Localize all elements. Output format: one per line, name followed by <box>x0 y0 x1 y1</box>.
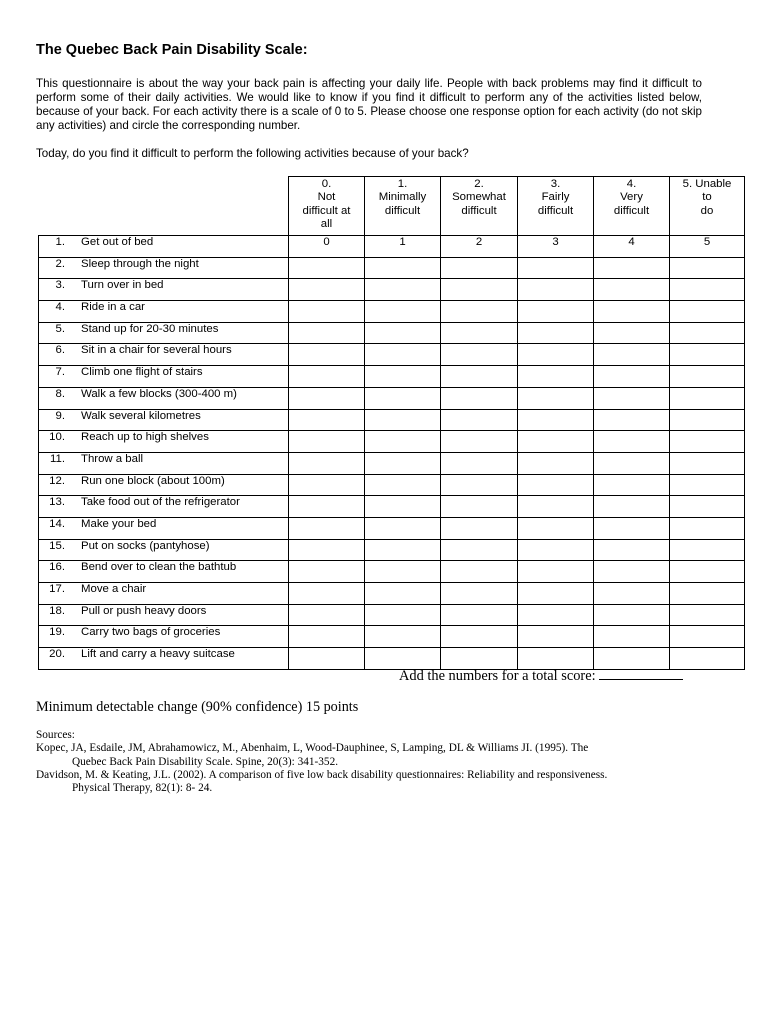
activity-cell <box>39 366 289 388</box>
activity-label: Lift and carry a heavy suitcase <box>81 648 235 661</box>
activity-cell <box>39 561 289 583</box>
score-option-cell[interactable] <box>365 474 441 496</box>
table-row <box>39 561 745 583</box>
score-option-cell[interactable] <box>441 626 518 648</box>
minimum-detectable-change: Minimum detectable change (90% confidence) 15 points <box>36 699 359 715</box>
score-option-cell[interactable] <box>670 561 745 583</box>
scale-header-0-line: 0. <box>321 178 332 190</box>
score-option-cell[interactable] <box>670 322 745 344</box>
score-option-cell[interactable] <box>441 301 518 323</box>
scale-header-4 <box>594 177 670 236</box>
score-option-cell[interactable] <box>518 409 594 431</box>
header-blank-cell <box>39 177 289 236</box>
activity-cell <box>39 431 289 453</box>
score-option-cell[interactable] <box>289 474 365 496</box>
score-option-cell[interactable] <box>289 301 365 323</box>
score-option-cell[interactable] <box>289 387 365 409</box>
score-option-cell[interactable] <box>365 496 441 518</box>
score-option-cell[interactable] <box>594 452 670 474</box>
score-option-cell[interactable] <box>518 539 594 561</box>
score-option-cell[interactable] <box>594 626 670 648</box>
score-option-cell[interactable] <box>518 279 594 301</box>
score-option-cell[interactable] <box>441 583 518 605</box>
score-option-cell[interactable] <box>518 474 594 496</box>
score-option-cell[interactable] <box>594 387 670 409</box>
score-option-cell[interactable] <box>670 301 745 323</box>
score-option-cell[interactable] <box>670 279 745 301</box>
score-option-cell[interactable] <box>365 648 441 670</box>
document-title: The Quebec Back Pain Disability Scale: <box>36 42 308 58</box>
activity-number: 6. <box>55 344 65 357</box>
score-option-cell[interactable] <box>594 517 670 539</box>
activity-number: 8. <box>55 387 65 400</box>
score-option-cell[interactable] <box>518 366 594 388</box>
table-row <box>39 279 745 301</box>
activity-label: Throw a ball <box>81 452 144 465</box>
activity-label: Carry two bags of groceries <box>81 626 221 639</box>
score-option-cell[interactable] <box>289 626 365 648</box>
reference-1-line-2: Quebec Back Pain Disability Scale. Spine, 20(3): 341-352. <box>72 755 339 768</box>
activity-cell <box>39 387 289 409</box>
scale-header-0-line: all <box>320 218 333 231</box>
score-option-cell[interactable] <box>289 279 365 301</box>
score-option-cell[interactable] <box>365 366 441 388</box>
score-option-cell[interactable] <box>289 648 365 670</box>
score-option-cell[interactable] <box>518 344 594 366</box>
score-option-cell[interactable] <box>441 366 518 388</box>
score-option-cell[interactable] <box>518 257 594 279</box>
score-option-cell[interactable] <box>289 452 365 474</box>
score-option-cell[interactable] <box>365 257 441 279</box>
score-option-cell[interactable] <box>670 431 745 453</box>
score-option-cell[interactable] <box>594 431 670 453</box>
score-option-cell[interactable] <box>441 561 518 583</box>
activity-cell <box>39 648 289 670</box>
score-option-cell[interactable] <box>365 539 441 561</box>
activity-cell <box>39 626 289 648</box>
score-option-cell[interactable] <box>594 496 670 518</box>
table-row <box>39 648 745 670</box>
scale-header-0-line: difficult at <box>302 204 351 217</box>
table-row <box>39 344 745 366</box>
score-option-cell[interactable] <box>289 539 365 561</box>
activity-number: 14. <box>49 517 65 530</box>
score-option-cell[interactable] <box>594 583 670 605</box>
score-option-cell[interactable] <box>670 474 745 496</box>
scale-header-0-line: Not <box>317 191 336 204</box>
score-option-cell[interactable] <box>670 496 745 518</box>
score-option-cell[interactable] <box>594 474 670 496</box>
score-option-cell[interactable] <box>670 452 745 474</box>
activity-number: 12. <box>49 474 65 487</box>
activity-number: 9. <box>55 409 65 422</box>
activity-cell <box>39 409 289 431</box>
activity-number: 2. <box>55 257 65 270</box>
question-text: Today, do you find it difficult to perform the following activities because of your back? <box>36 147 469 160</box>
score-option-cell[interactable] <box>518 648 594 670</box>
activity-cell <box>39 452 289 474</box>
activity-number: 7. <box>55 366 65 379</box>
score-option-cell[interactable] <box>594 604 670 626</box>
scale-header-3-line: difficult <box>537 204 574 217</box>
score-option-cell[interactable] <box>670 344 745 366</box>
table-row <box>39 387 745 409</box>
table-row <box>39 366 745 388</box>
score-option-cell[interactable] <box>441 279 518 301</box>
score-option-cell[interactable] <box>441 604 518 626</box>
score-option-cell[interactable] <box>518 452 594 474</box>
score-option-cell[interactable] <box>441 539 518 561</box>
score-option-cell[interactable] <box>441 387 518 409</box>
sources-heading: Sources: <box>36 729 75 741</box>
score-option-cell[interactable] <box>518 496 594 518</box>
score-option-cell[interactable] <box>365 344 441 366</box>
activity-cell <box>39 257 289 279</box>
activity-label: Move a chair <box>81 583 147 595</box>
scale-header-1-line: difficult <box>384 204 421 217</box>
scale-header-1-line: Minimally <box>378 191 427 204</box>
score-option-cell[interactable] <box>365 517 441 539</box>
score-option-cell[interactable] <box>365 409 441 431</box>
table-row <box>39 322 745 344</box>
score-option-cell[interactable] <box>289 322 365 344</box>
scale-header-3-line: 3. <box>550 178 561 190</box>
total-score-blank[interactable] <box>599 667 683 680</box>
score-option-cell[interactable] <box>594 257 670 279</box>
score-option-cell[interactable] <box>441 452 518 474</box>
score-option-cell[interactable] <box>441 322 518 344</box>
scale-header-1-line: 1. <box>397 178 408 190</box>
table-row <box>39 431 745 453</box>
score-option-cell[interactable] <box>594 648 670 670</box>
activity-label: Stand up for 20-30 minutes <box>81 322 219 335</box>
activity-number: 1. <box>55 236 65 248</box>
score-option-cell[interactable] <box>594 561 670 583</box>
score-option-cell[interactable] <box>594 301 670 323</box>
sources-section <box>36 729 736 795</box>
total-score-label: Add the numbers for a total score: <box>399 668 596 684</box>
score-option-cell[interactable] <box>670 366 745 388</box>
score-option-cell[interactable] <box>365 279 441 301</box>
activity-cell <box>39 496 289 518</box>
table-row <box>39 539 745 561</box>
score-option-cell[interactable] <box>518 583 594 605</box>
activity-label: Run one block (about 100m) <box>81 474 225 487</box>
activity-number: 15. <box>49 539 65 552</box>
activity-number: 10. <box>49 431 65 444</box>
reference-1-line-1: Kopec, JA, Esdaile, JM, Abrahamowicz, M., Abenhaim, L, Wood-Dauphinee, S, Lamping, DL & Williams JI. (1995). The <box>36 742 589 755</box>
score-option-cell[interactable] <box>518 301 594 323</box>
activity-label: Pull or push heavy doors <box>81 604 207 617</box>
score-option-cell[interactable] <box>670 626 745 648</box>
table-row <box>39 257 745 279</box>
score-option-cell[interactable] <box>365 322 441 344</box>
scale-header-4-line: Very <box>620 191 643 204</box>
activity-label: Put on socks (pantyhose) <box>81 539 210 552</box>
score-option-cell[interactable] <box>594 344 670 366</box>
scale-header-2-line: difficult <box>461 204 497 217</box>
score-option-cell[interactable] <box>365 604 441 626</box>
activity-label: Walk several kilometres <box>81 409 201 422</box>
activity-cell <box>39 474 289 496</box>
score-option-cell[interactable] <box>289 583 365 605</box>
activity-number: 3. <box>55 279 65 292</box>
table-row <box>39 583 745 605</box>
activity-label: Bend over to clean the bathtub <box>81 561 237 574</box>
score-option-cell[interactable]: 3 <box>518 236 594 258</box>
reference-2-line-1: Davidson, M. & Keating, J.L. (2002). A comparison of five low back disability questionnaires: Reliability and responsiveness. <box>36 768 608 781</box>
score-option-cell[interactable] <box>289 366 365 388</box>
activity-cell <box>39 583 289 605</box>
score-option-cell[interactable] <box>365 561 441 583</box>
activity-cell <box>39 344 289 366</box>
score-option-cell[interactable]: 4 <box>594 236 670 258</box>
activity-number: 17. <box>49 583 65 595</box>
score-option-cell[interactable] <box>670 409 745 431</box>
score-option-cell[interactable] <box>365 452 441 474</box>
table-row <box>39 626 745 648</box>
score-option-cell[interactable] <box>441 344 518 366</box>
table-row <box>39 452 745 474</box>
table-row <box>39 474 745 496</box>
activity-cell <box>39 301 289 323</box>
scale-header-5 <box>670 177 745 236</box>
score-option-cell[interactable] <box>670 648 745 670</box>
table-row <box>39 236 745 258</box>
score-option-cell[interactable] <box>594 322 670 344</box>
activity-label: Turn over in bed <box>81 279 164 292</box>
activity-number: 19. <box>49 626 65 639</box>
scale-header-4-line: difficult <box>613 204 650 217</box>
scale-header-1 <box>365 177 441 236</box>
activity-cell <box>39 539 289 561</box>
score-option-cell[interactable] <box>289 561 365 583</box>
activity-cell <box>39 604 289 626</box>
scale-header-3 <box>518 177 594 236</box>
score-option-cell[interactable]: 5 <box>670 236 745 258</box>
scale-header-2-line: Somewhat <box>452 191 506 204</box>
score-option-cell[interactable] <box>289 517 365 539</box>
activity-number: 13. <box>49 496 65 509</box>
activity-label: Reach up to high shelves <box>81 431 209 444</box>
score-option-cell[interactable] <box>518 604 594 626</box>
score-option-cell[interactable] <box>441 517 518 539</box>
score-option-cell[interactable] <box>518 517 594 539</box>
scale-header-5-line: to <box>702 191 712 204</box>
activity-table-body <box>39 236 745 670</box>
score-option-cell[interactable] <box>594 409 670 431</box>
score-option-cell[interactable] <box>441 496 518 518</box>
score-option-cell[interactable] <box>289 257 365 279</box>
scale-header-0 <box>289 177 365 236</box>
score-option-cell[interactable] <box>441 257 518 279</box>
score-option-cell[interactable] <box>670 387 745 409</box>
activity-number: 20. <box>49 648 65 661</box>
table-row <box>39 604 745 626</box>
table-row <box>39 301 745 323</box>
activity-label: Take food out of the refrigerator <box>81 496 240 509</box>
activity-label: Climb one flight of stairs <box>81 366 203 379</box>
activity-label: Get out of bed <box>81 236 154 248</box>
score-option-cell[interactable] <box>594 539 670 561</box>
activity-label: Walk a few blocks (300-400 m) <box>81 387 237 400</box>
score-option-cell[interactable] <box>594 366 670 388</box>
score-option-cell[interactable] <box>670 583 745 605</box>
scale-header-5-line: do <box>700 204 714 217</box>
score-option-cell[interactable] <box>670 517 745 539</box>
score-option-cell[interactable] <box>365 431 441 453</box>
scale-header-2-line: 2. <box>474 178 484 190</box>
scale-header-row <box>39 177 745 236</box>
score-option-cell[interactable]: 1 <box>365 236 441 258</box>
activity-label: Sleep through the night <box>81 257 199 270</box>
score-option-cell[interactable] <box>441 648 518 670</box>
score-option-cell[interactable] <box>518 626 594 648</box>
score-option-cell[interactable] <box>441 431 518 453</box>
activity-number: 16. <box>49 561 65 574</box>
score-option-cell[interactable] <box>289 344 365 366</box>
score-option-cell[interactable] <box>365 387 441 409</box>
score-option-cell[interactable] <box>289 604 365 626</box>
activity-label: Sit in a chair for several hours <box>81 344 232 357</box>
score-option-cell[interactable] <box>365 583 441 605</box>
intro-paragraph: This questionnaire is about the way your back pain is affecting your daily life. People with back problems may find it difficult to perform some of their daily activities. We would like to know if you find it difficult to perform any of the activities listed below, because of your back. For each activity there is a scale of 0 to 5. Please choose one response option for each activity (do not skip any activities) and circle the corresponding number. <box>36 77 702 132</box>
activity-number: 5. <box>55 322 65 335</box>
activity-cell <box>39 236 289 258</box>
table-row <box>39 517 745 539</box>
score-option-cell[interactable]: 0 <box>289 236 365 258</box>
activity-cell <box>39 279 289 301</box>
activity-number: 11. <box>50 452 65 465</box>
activity-label: Make your bed <box>81 517 157 530</box>
score-option-cell[interactable]: 2 <box>441 236 518 258</box>
score-option-cell[interactable] <box>289 496 365 518</box>
total-score-line <box>399 667 683 685</box>
score-option-cell[interactable] <box>518 561 594 583</box>
scale-header-5-line: 5. Unable <box>682 178 732 190</box>
table-row <box>39 496 745 518</box>
scale-header-3-line: Fairly <box>541 191 570 204</box>
score-option-cell[interactable] <box>594 279 670 301</box>
scale-header-4-line: 4. <box>626 178 637 190</box>
score-option-cell[interactable] <box>518 431 594 453</box>
score-option-cell[interactable] <box>441 474 518 496</box>
scale-header-2 <box>441 177 518 236</box>
score-option-cell[interactable] <box>289 431 365 453</box>
activity-number: 4. <box>55 301 65 314</box>
score-option-cell[interactable] <box>289 409 365 431</box>
score-option-cell[interactable] <box>518 322 594 344</box>
reference-2-line-2: Physical Therapy, 82(1): 8- 24. <box>72 782 213 795</box>
activity-cell <box>39 322 289 344</box>
activity-cell <box>39 517 289 539</box>
activity-label: Ride in a car <box>81 301 145 314</box>
score-option-cell[interactable] <box>518 387 594 409</box>
score-option-cell[interactable] <box>365 301 441 323</box>
score-option-cell[interactable] <box>670 539 745 561</box>
score-option-cell[interactable] <box>365 626 441 648</box>
table-row <box>39 409 745 431</box>
disability-scale-table <box>38 176 745 670</box>
score-option-cell[interactable] <box>670 604 745 626</box>
activity-number: 18. <box>49 604 65 617</box>
score-option-cell[interactable] <box>670 257 745 279</box>
score-option-cell[interactable] <box>441 409 518 431</box>
